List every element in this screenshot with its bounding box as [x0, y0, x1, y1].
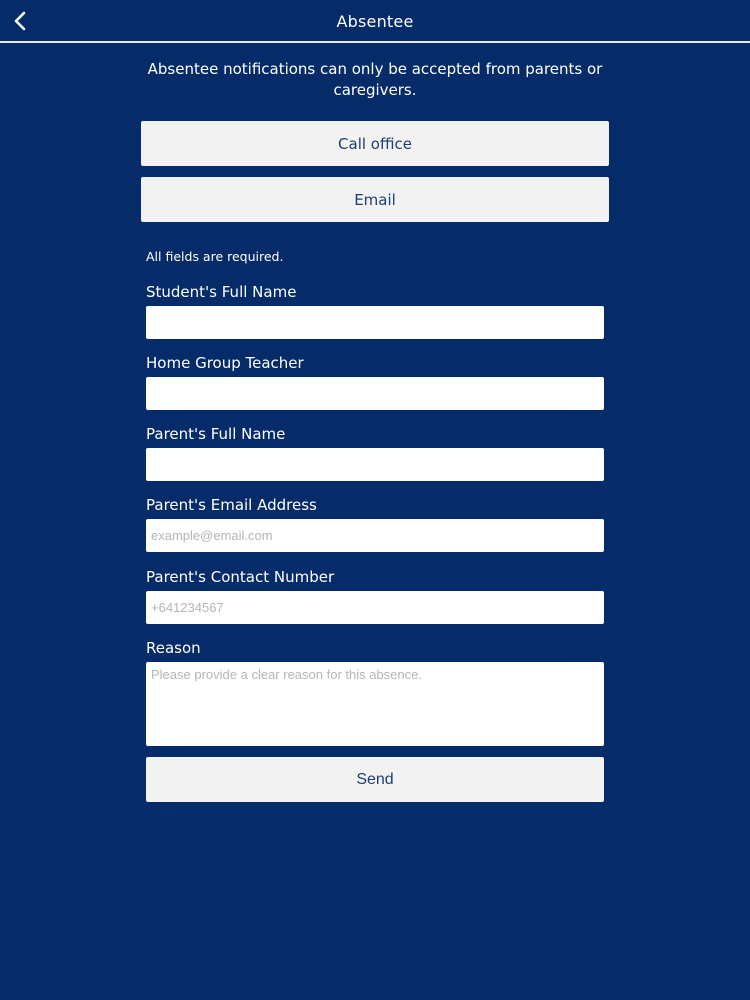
navigation-bar — [0, 0, 750, 43]
email-button[interactable]: Email — [141, 177, 609, 222]
absentee-notice: Absentee notifications can only be accepted from parents or caregivers. — [147, 60, 603, 99]
reason-textarea[interactable] — [146, 662, 604, 746]
send-button[interactable]: Send — [146, 757, 604, 802]
parent-phone-label: Parent's Contact Number — [146, 568, 335, 586]
parent-email-input[interactable] — [146, 519, 604, 552]
parent-email-label: Parent's Email Address — [146, 496, 317, 514]
reason-label: Reason — [146, 639, 201, 657]
page-title: Absentee — [336, 12, 414, 31]
student-name-label: Student's Full Name — [146, 283, 297, 301]
parent-phone-input[interactable] — [146, 591, 604, 624]
required-fields-note: All fields are required. — [146, 249, 284, 264]
home-group-teacher-label: Home Group Teacher — [146, 354, 304, 372]
call-office-button[interactable]: Call office — [141, 121, 609, 166]
parent-name-input[interactable] — [146, 448, 604, 481]
parent-name-label: Parent's Full Name — [146, 425, 286, 443]
home-group-teacher-input[interactable] — [146, 377, 604, 410]
student-name-input[interactable] — [146, 306, 604, 339]
